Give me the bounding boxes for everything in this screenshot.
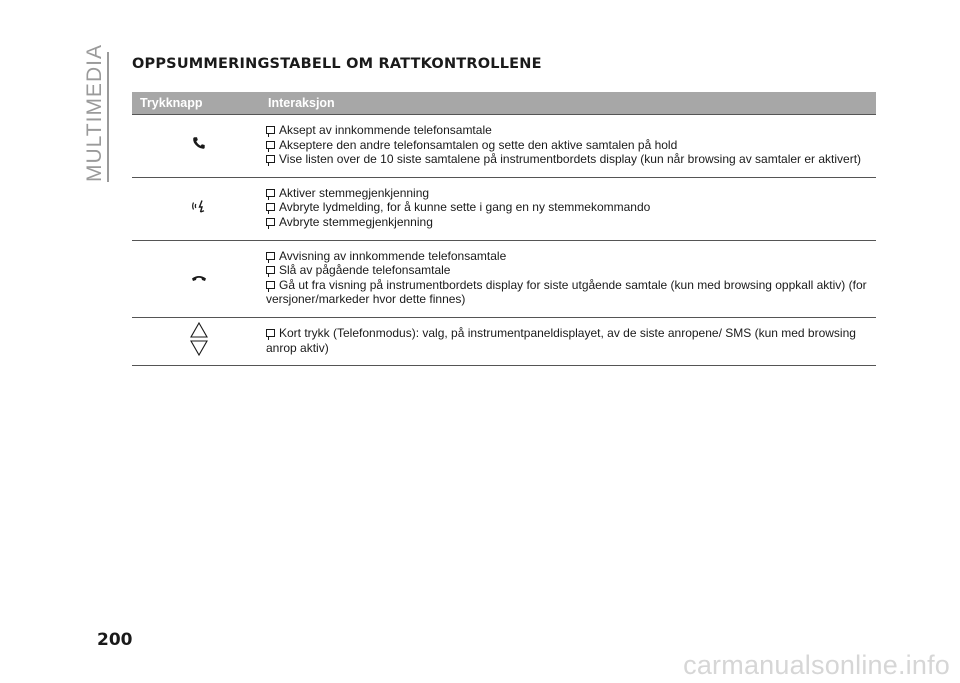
- list-item-text: Aksept av innkommende telefonsamtale: [279, 123, 492, 137]
- page-title: OPPSUMMERINGSTABELL OM RATTKONTROLLENE: [132, 56, 542, 72]
- interaction-cell: [266, 241, 876, 317]
- list-item: [266, 123, 876, 138]
- list-item-text: Slå av pågående telefonsamtale: [279, 263, 451, 278]
- list-item: [266, 138, 876, 153]
- list-item-text: Gå ut fra visning på instrumentbordets display for siste utgående samtale (kun med browsing oppkall aktiv) (for versjoner/markeder hvor dette finnes): [266, 277, 867, 307]
- watermark: carmanualsonline.info: [683, 650, 950, 680]
- bullet-icon: [266, 155, 275, 163]
- list-item-text: Avbryte lydmelding, for å kunne sette i gang en ny stemmekommando: [279, 200, 651, 215]
- button-cell: [132, 318, 266, 365]
- list-item-text: Avbryte stemmegjenkjenning: [279, 214, 433, 229]
- bullet-icon: [266, 203, 275, 211]
- list-item-text: Vise listen over de 10 siste samtalene på instrumentbordets display (kun når browsing av samtaler er aktivert): [279, 152, 862, 167]
- list-item: [266, 263, 876, 278]
- interaction-cell: [266, 115, 876, 177]
- voice-command-icon: [191, 198, 207, 219]
- table-row: [132, 241, 876, 318]
- phone-hangup-icon: [191, 270, 207, 288]
- bullet-icon: [266, 218, 275, 226]
- steering-controls-table: [132, 92, 876, 366]
- up-down-arrows-icon: [189, 321, 209, 362]
- list-item: [266, 249, 876, 264]
- button-cell: [132, 178, 266, 240]
- list-item-text: Kort trykk (Telefonmodus): valg, på instrumentpaneldisplayet, av de siste anropene/ SMS (kun med browsing anrop aktiv): [266, 325, 856, 355]
- bullet-icon: [266, 141, 275, 149]
- table-row: [132, 318, 876, 366]
- interaction-cell: [266, 178, 876, 240]
- page-number: 200: [97, 630, 133, 650]
- list-item: [266, 186, 876, 201]
- list-item: [266, 152, 876, 167]
- table-row: [132, 114, 876, 178]
- list-item-text: Aktiver stemmegjenkjenning: [279, 185, 430, 200]
- bullet-icon: [266, 266, 275, 274]
- list-item: [266, 200, 876, 215]
- list-item: [266, 215, 876, 230]
- table-header: [132, 92, 876, 114]
- list-item: [266, 278, 876, 307]
- button-cell: [132, 115, 266, 177]
- button-cell: [132, 241, 266, 317]
- list-item-text: Akseptere den andre telefonsamtalen og sette den aktive samtalen på hold: [279, 137, 678, 152]
- list-item-text: Avvisning av innkommende telefonsamtale: [279, 248, 507, 263]
- interaction-cell: [266, 318, 876, 365]
- header-button: Trykknapp: [140, 96, 203, 110]
- list-item: [266, 326, 876, 355]
- phone-answer-icon: [192, 136, 206, 155]
- bullet-icon: [266, 281, 275, 289]
- bullet-icon: [266, 189, 275, 197]
- bullet-icon: [266, 329, 275, 337]
- bullet-icon: [266, 252, 275, 260]
- section-label: MULTIMEDIA: [83, 44, 106, 182]
- section-rule: [107, 52, 109, 182]
- table-row: [132, 178, 876, 241]
- header-interaction: Interaksjon: [268, 96, 335, 110]
- bullet-icon: [266, 126, 275, 134]
